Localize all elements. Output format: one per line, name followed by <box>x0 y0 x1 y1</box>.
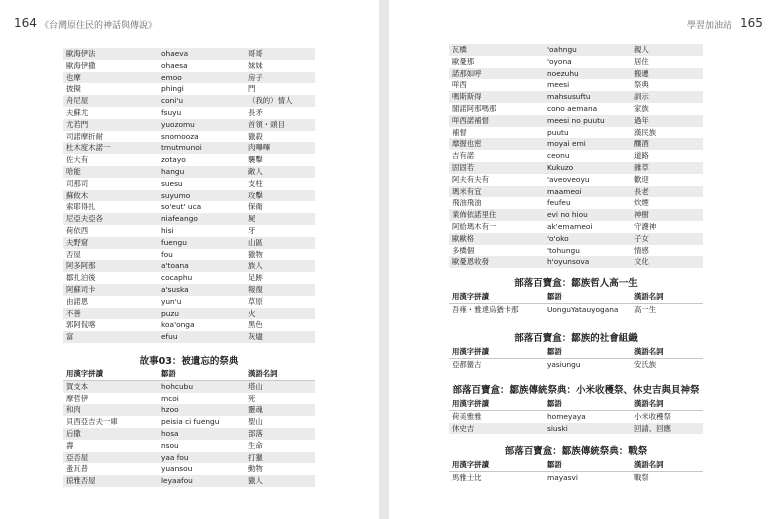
table-row <box>63 284 315 296</box>
cell-hanzi-reading: 歐憂那 <box>452 56 475 66</box>
table-row <box>63 225 315 237</box>
cell-hanzi-reading: 歐歐格 <box>452 233 475 243</box>
cell-hanzi-reading: 否屋 <box>66 249 81 259</box>
table-row <box>449 127 703 139</box>
cell-chinese-meaning: 敵人 <box>248 166 263 176</box>
cell-chinese-meaning: 安氏族 <box>634 359 657 369</box>
cell-tsou-word: feufeu <box>547 198 571 208</box>
table-row <box>449 359 703 371</box>
cell-hanzi-reading: 用漢字拼讀 <box>452 399 489 408</box>
cell-chinese-meaning: 守護神 <box>634 221 657 231</box>
story-table <box>63 368 315 487</box>
table-row <box>449 233 703 245</box>
table-header-row <box>449 459 703 472</box>
table-row <box>449 186 703 198</box>
cell-hanzi-reading: 司那司 <box>66 178 89 188</box>
cell-tsou-word: maameoi <box>547 186 582 196</box>
cell-hanzi-reading: 諾那如呼 <box>452 68 482 78</box>
table-row <box>63 237 315 249</box>
cell-hanzi-reading: 用漢字拼讀 <box>452 292 489 301</box>
cell-chinese-meaning: 支柱 <box>248 178 263 188</box>
cell-chinese-meaning: 肉嗶嗶 <box>248 143 271 153</box>
cell-tsou-word: homeyaya <box>547 411 586 421</box>
table-header-row <box>63 368 315 381</box>
cell-tsou-word: emoo <box>161 72 182 82</box>
cell-hanzi-reading: 夫野窟 <box>66 237 89 247</box>
cell-tsou-word: puzu <box>161 308 179 318</box>
cell-tsou-word: hohcubu <box>161 381 194 391</box>
cell-chinese-meaning: 房子 <box>248 72 263 82</box>
table-row <box>449 44 703 56</box>
cell-hanzi-reading: 佐大有 <box>66 155 89 165</box>
cell-tsou-word: peisia ci fuengu <box>161 417 220 427</box>
table-row <box>63 475 315 487</box>
cell-chinese-meaning: 生命 <box>248 440 263 450</box>
table-row <box>63 201 315 213</box>
cell-chinese-meaning: 首領・頭目 <box>248 119 285 129</box>
cell-tsou-word: 鄒語 <box>547 347 562 356</box>
cell-hanzi-reading: 夫蘇尤 <box>66 107 89 117</box>
cell-chinese-meaning: 戰祭 <box>634 472 649 482</box>
cell-hanzi-reading: 賀支本 <box>66 381 89 391</box>
cell-chinese-meaning: 道路 <box>634 151 649 161</box>
cell-hanzi-reading: 靡握也密 <box>452 139 482 149</box>
table-row <box>63 83 315 95</box>
cell-hanzi-reading: 壽 <box>66 440 74 450</box>
left-running-title: 《台灣原住民的神話與傳說》 <box>40 21 158 31</box>
cell-chinese-meaning: 保衛 <box>248 202 263 212</box>
cell-hanzi-reading: 也摩 <box>66 72 81 82</box>
cell-hanzi-reading: 歐海伊法 <box>66 49 96 58</box>
cell-chinese-meaning: 草原 <box>248 296 263 306</box>
table-row <box>449 472 703 484</box>
cell-hanzi-reading: 閣諾阿那嗎那 <box>452 103 497 113</box>
cell-hanzi-reading: 用漢字拼讀 <box>66 369 103 378</box>
left-vocab-table <box>63 48 315 343</box>
table-row <box>449 209 703 221</box>
cell-chinese-meaning: 訓示 <box>634 92 649 102</box>
cell-hanzi-reading: 不善 <box>66 308 81 318</box>
cell-chinese-meaning: 襲擊 <box>248 155 263 165</box>
cell-tsou-word: ohaesa <box>161 60 188 70</box>
cell-tsou-word: niafeango <box>161 214 198 224</box>
cell-hanzi-reading: 用漢字拼讀 <box>452 347 489 356</box>
cell-hanzi-reading: 哈能 <box>66 166 81 176</box>
cell-hanzi-reading: 歐海伊撒 <box>66 60 96 70</box>
cell-tsou-word: suyumo <box>161 190 191 200</box>
cell-hanzi-reading: 尼亞夫亞各 <box>66 214 103 224</box>
table-row <box>63 404 315 416</box>
cell-tsou-word: mahsusuftu <box>547 92 591 102</box>
cell-tsou-word: mayasvi <box>547 472 578 482</box>
cell-tsou-word: hzoo <box>161 405 179 415</box>
table-row <box>449 304 703 316</box>
cell-tsou-word: snomooza <box>161 131 199 141</box>
cell-tsou-word: a'toana <box>161 261 189 271</box>
cell-chinese-meaning: 足跡 <box>248 273 263 283</box>
cell-tsou-word: yuozomu <box>161 119 195 129</box>
section-title: 部落百寶盒：鄒族傳統祭典：小米收穫祭、休史吉與貝神祭 <box>452 385 700 396</box>
cell-chinese-meaning: 族人 <box>248 261 263 271</box>
right-page <box>389 0 768 519</box>
table-row <box>63 166 315 178</box>
cell-tsou-word: mcoi <box>161 393 179 403</box>
table-row <box>63 249 315 261</box>
cell-hanzi-reading: 飛油飛油 <box>452 198 482 208</box>
cell-hanzi-reading: 瑪米有宜 <box>452 186 482 196</box>
cell-tsou-word: ohaeva <box>161 49 189 58</box>
cell-tsou-word: puutu <box>547 127 569 137</box>
cell-hanzi-reading: 掠雅否屋 <box>66 476 96 486</box>
table-row <box>449 115 703 127</box>
story-title: 故事03：被遺忘的祭典 <box>139 356 239 367</box>
cell-hanzi-reading: 摩哲伊 <box>66 393 89 403</box>
table-row <box>449 423 703 435</box>
cell-chinese-meaning: 靈魂 <box>248 405 263 415</box>
book-gutter <box>379 0 389 519</box>
cell-hanzi-reading: 蚤瓦普 <box>66 464 89 474</box>
cell-tsou-word: leyaafou <box>161 476 193 486</box>
cell-hanzi-reading: 由諾恩 <box>66 296 89 306</box>
cell-chinese-meaning: 漢語名詞 <box>634 460 664 469</box>
cell-chinese-meaning: 親人 <box>634 45 649 54</box>
cell-chinese-meaning: 漢語名詞 <box>634 399 664 408</box>
right-running-title: 學習加油站 <box>687 21 733 31</box>
cell-chinese-meaning: 獵物 <box>248 249 263 259</box>
cell-chinese-meaning: 塔山 <box>248 381 263 391</box>
cell-tsou-word: ak'emameoi <box>547 221 593 231</box>
cell-chinese-meaning: 妹妹 <box>248 60 263 70</box>
cell-chinese-meaning: 攻擊 <box>248 190 263 200</box>
cell-tsou-word: moyai emi <box>547 139 586 149</box>
cell-tsou-word: nsou <box>161 440 179 450</box>
table-row <box>63 72 315 84</box>
cell-hanzi-reading: 后撒 <box>66 428 81 438</box>
cell-chinese-meaning: 山區 <box>248 237 263 247</box>
cell-chinese-meaning: 漢語名詞 <box>634 347 664 356</box>
cell-hanzi-reading: 舟尼屋 <box>66 96 89 106</box>
cell-tsou-word: 'oahngu <box>547 45 577 54</box>
table-header-row <box>449 398 703 411</box>
cell-chinese-meaning: 搬遷 <box>634 68 649 78</box>
table-row <box>449 150 703 162</box>
cell-hanzi-reading: 阿蘇司卡 <box>66 284 96 294</box>
cell-hanzi-reading: 荷美雅雅 <box>452 411 482 421</box>
cell-hanzi-reading: 阿夫有夫有 <box>452 174 489 184</box>
cell-chinese-meaning: 灰燼 <box>248 332 263 342</box>
cell-hanzi-reading: 阿給瑪木有一 <box>452 221 497 231</box>
cell-hanzi-reading: 蘇攸木 <box>66 190 89 200</box>
cell-chinese-meaning: 死 <box>248 393 256 403</box>
table-row <box>63 60 315 72</box>
table-row <box>63 190 315 202</box>
table-row <box>449 103 703 115</box>
table-row <box>449 221 703 233</box>
cell-tsou-word: tmutmunoi <box>161 143 202 153</box>
cell-tsou-word: zotayo <box>161 155 186 165</box>
table-row <box>63 308 315 320</box>
table-row <box>449 174 703 186</box>
cell-hanzi-reading: 補督 <box>452 127 467 137</box>
cell-hanzi-reading: 嗎斯斯得 <box>452 92 482 102</box>
cell-chinese-meaning: 炊煙 <box>634 198 649 208</box>
cell-chinese-meaning: 門 <box>248 84 256 94</box>
cell-tsou-word: so'eut' uca <box>161 202 202 212</box>
cell-hanzi-reading: 亞否屋 <box>66 452 89 462</box>
cell-tsou-word: coni'u <box>161 96 184 106</box>
cell-tsou-word: phingi <box>161 84 184 94</box>
cell-hanzi-reading: 咩西諾補督 <box>452 115 489 125</box>
cell-hanzi-reading: 業佈依諾里住 <box>452 210 497 220</box>
cell-tsou-word: yun'u <box>161 296 182 306</box>
table-row <box>449 162 703 174</box>
cell-chinese-meaning: 黑色 <box>248 320 263 330</box>
cell-hanzi-reading: 貝西亞吉夫一庫 <box>66 417 118 427</box>
cell-hanzi-reading: 富 <box>66 332 74 342</box>
cell-chinese-meaning: 獵人 <box>248 476 263 486</box>
cell-chinese-meaning: 祭典 <box>634 80 649 90</box>
section-title: 部落百寶盒：鄒族傳統祭典：戰祭 <box>504 446 648 457</box>
table-row <box>63 119 315 131</box>
table-row <box>63 48 315 60</box>
cell-chinese-meaning: 漢語名詞 <box>248 369 278 378</box>
cell-hanzi-reading: 吾雍・雅達烏猶卡那 <box>452 304 519 314</box>
cell-tsou-word: 'oyona <box>547 56 572 66</box>
table-row <box>449 197 703 209</box>
cell-chinese-meaning: 雜草 <box>634 162 649 172</box>
cell-hanzi-reading: 咩西 <box>452 80 467 90</box>
cell-tsou-word: 鄒語 <box>547 399 562 408</box>
cell-tsou-word: suesu <box>161 178 183 188</box>
cell-hanzi-reading: 郭阿侃喀 <box>66 320 96 330</box>
cell-tsou-word: UonguYatauyogana <box>547 304 619 314</box>
cell-chinese-meaning: 打獵 <box>248 452 263 462</box>
cell-tsou-word: yasiungu <box>547 359 581 369</box>
cell-tsou-word: efuu <box>161 332 178 342</box>
table-row <box>63 296 315 308</box>
cell-chinese-meaning: 居住 <box>634 56 649 66</box>
table-row <box>63 213 315 225</box>
cell-chinese-meaning: 牙 <box>248 225 256 235</box>
cell-chinese-meaning: 高一生 <box>634 304 657 314</box>
cell-tsou-word: cocaphu <box>161 273 193 283</box>
table-row <box>449 56 703 68</box>
table-row <box>449 411 703 423</box>
cell-chinese-meaning: 火 <box>248 308 256 318</box>
cell-hanzi-reading: 司諾摩折耐 <box>66 131 103 141</box>
table-row <box>449 256 703 268</box>
cell-hanzi-reading: 馬雅士比 <box>452 472 482 482</box>
cell-hanzi-reading: 阿多阿那 <box>66 261 96 271</box>
table-row <box>63 260 315 272</box>
cell-hanzi-reading: 和肉 <box>66 405 81 415</box>
cell-chinese-meaning: 屍 <box>248 214 256 224</box>
cell-tsou-word: 鄒語 <box>547 292 562 301</box>
cell-tsou-word: fuengu <box>161 237 187 247</box>
cell-hanzi-reading: 用漢字拼讀 <box>452 460 489 469</box>
cell-hanzi-reading: 休史吉 <box>452 423 475 433</box>
cell-hanzi-reading: 鄒扎泊後 <box>66 273 96 283</box>
cell-tsou-word: h'oyunsova <box>547 257 590 267</box>
cell-hanzi-reading: 固固若 <box>452 162 475 172</box>
table-row <box>449 91 703 103</box>
cell-chinese-meaning: 報復 <box>248 284 263 294</box>
table-row <box>449 245 703 257</box>
table-header-row <box>449 291 703 304</box>
cell-tsou-word: noezuhu <box>547 68 579 78</box>
table-row <box>63 393 315 405</box>
cell-tsou-word: 'aveoveoyu <box>547 174 590 184</box>
table-row <box>449 79 703 91</box>
cell-chinese-meaning: 動物 <box>248 464 263 474</box>
cell-hanzi-reading: 多橋個 <box>452 245 475 255</box>
section-table <box>449 398 703 434</box>
table-row <box>449 138 703 150</box>
cell-chinese-meaning: 回請、回應 <box>634 423 671 433</box>
cell-tsou-word: hisi <box>161 225 174 235</box>
cell-chinese-meaning: 情感 <box>634 245 649 255</box>
cell-chinese-meaning: 哥哥 <box>248 49 263 58</box>
cell-hanzi-reading: 亞都蠻古 <box>452 359 482 369</box>
table-row <box>63 331 315 343</box>
right-vocab-table <box>449 44 703 268</box>
cell-chinese-meaning: 神樹 <box>634 210 649 220</box>
cell-tsou-word: yaa fou <box>161 452 189 462</box>
cell-chinese-meaning: 家族 <box>634 103 649 113</box>
table-row <box>63 416 315 428</box>
cell-tsou-word: a'suska <box>161 284 189 294</box>
cell-tsou-word: Kukuzo <box>547 162 574 172</box>
cell-hanzi-reading: 歐憂恩收發 <box>452 257 489 267</box>
table-row <box>63 131 315 143</box>
cell-hanzi-reading: 荷依西 <box>66 225 89 235</box>
cell-tsou-word: meesi no puutu <box>547 115 605 125</box>
cell-chinese-meaning: 漢民族 <box>634 127 657 137</box>
cell-tsou-word: siuski <box>547 423 568 433</box>
cell-tsou-word: koa'onga <box>161 320 195 330</box>
cell-chinese-meaning: 漢語名詞 <box>634 292 664 301</box>
cell-hanzi-reading: 瓦橋 <box>452 45 467 54</box>
cell-tsou-word: evi no hiou <box>547 210 588 220</box>
table-row <box>63 452 315 464</box>
cell-chinese-meaning: 長矛 <box>248 107 263 117</box>
section-table <box>449 291 703 316</box>
cell-tsou-word: hosa <box>161 428 179 438</box>
cell-chinese-meaning: 聖山 <box>248 417 263 427</box>
cell-chinese-meaning: 釀酒 <box>634 139 649 149</box>
table-row <box>63 463 315 475</box>
table-row <box>63 107 315 119</box>
cell-chinese-meaning: 文化 <box>634 257 649 267</box>
section-title: 部落百寶盒：鄒族哲人高一生 <box>514 278 638 289</box>
cell-tsou-word: yuansou <box>161 464 193 474</box>
left-page-number: 164 <box>14 16 37 30</box>
cell-tsou-word: cono aemana <box>547 103 598 113</box>
cell-tsou-word: fou <box>161 249 173 259</box>
table-row <box>63 95 315 107</box>
cell-hanzi-reading: 披擬 <box>66 84 81 94</box>
table-row <box>63 440 315 452</box>
cell-chinese-meaning: 過年 <box>634 115 649 125</box>
left-page <box>0 0 379 519</box>
cell-chinese-meaning: （我的）情人 <box>248 96 293 106</box>
cell-chinese-meaning: 小米收穫祭 <box>634 411 671 421</box>
cell-tsou-word: 鄒語 <box>547 460 562 469</box>
cell-chinese-meaning: 獵殺 <box>248 131 263 141</box>
cell-tsou-word: hangu <box>161 166 185 176</box>
table-row <box>63 381 315 393</box>
table-row <box>63 272 315 284</box>
section-table <box>449 459 703 484</box>
cell-chinese-meaning: 長老 <box>634 186 649 196</box>
cell-tsou-word: 'o'oko <box>547 233 569 243</box>
cell-hanzi-reading: 索耶得扎 <box>66 202 96 212</box>
cell-tsou-word: 'tohungu <box>547 245 580 255</box>
section-title: 部落百寶盒：鄒族的社會組織 <box>514 333 638 344</box>
cell-chinese-meaning: 部落 <box>248 428 263 438</box>
table-header-row <box>449 346 703 359</box>
table-row <box>63 142 315 154</box>
cell-hanzi-reading: 吉有諾 <box>452 151 475 161</box>
section-table <box>449 346 703 371</box>
table-row <box>449 68 703 80</box>
cell-hanzi-reading: 尤若門 <box>66 119 89 129</box>
table-row <box>63 428 315 440</box>
cell-chinese-meaning: 子女 <box>634 233 649 243</box>
cell-tsou-word: 鄒語 <box>161 369 176 378</box>
cell-hanzi-reading: 杜木度木諾一 <box>66 143 111 153</box>
table-row <box>63 178 315 190</box>
table-row <box>63 154 315 166</box>
cell-tsou-word: fsuyu <box>161 107 182 117</box>
table-row <box>63 319 315 331</box>
cell-tsou-word: ceonu <box>547 151 570 161</box>
cell-chinese-meaning: 歡迎 <box>634 174 649 184</box>
cell-tsou-word: meesi <box>547 80 570 90</box>
right-page-number: 165 <box>740 16 763 30</box>
